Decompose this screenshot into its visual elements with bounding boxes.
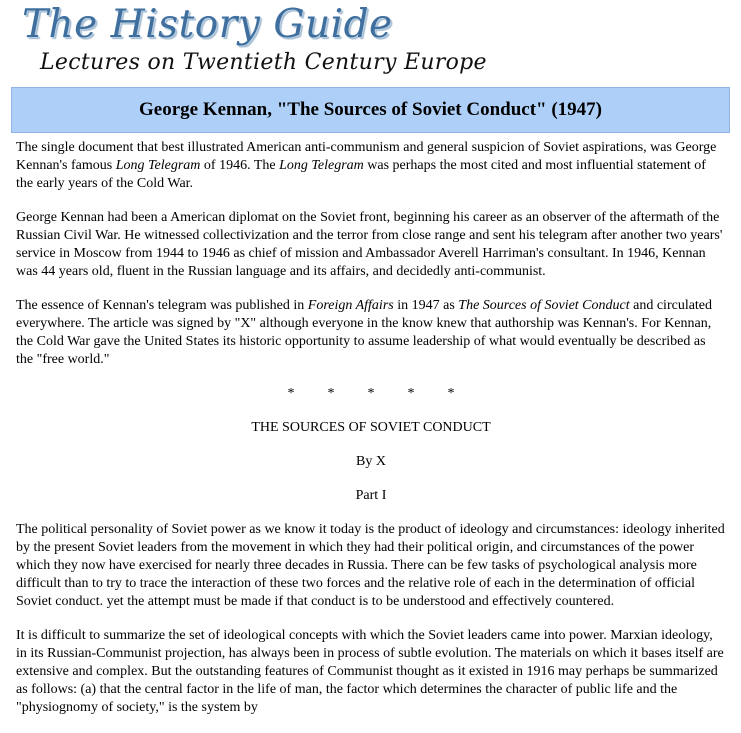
intro-text: in 1947 as [393, 298, 459, 313]
document-heading: THE SOURCES OF SOVIET CONDUCT [251, 420, 491, 435]
intro-paragraph-1 [16, 139, 726, 193]
document-paragraph-2: It is difficult to summarize the set of ideological concepts with which the Soviet leaders came into power. Marxian ideology, in its Russian-Communist projection, has always been in process of subtle evolution. The materials on which it bases itself are extensive and complex. But the outstanding features of Communist thought as it existed in 1916 may perhaps be summarized as follows: (a) that the central factor in the life of man, the factor which determines the character of public life and the "physiognomy of society," is the system by [16, 628, 724, 715]
intro-text: The essence of Kennan's telegram was published in [16, 298, 308, 313]
separator-star: * [447, 386, 455, 401]
intro-text: and circulated everywhere. The article was signed by "X" although everyone in the know knew that authorship was Kennan's. For Kennan, the Cold War gave the United States its historic opportunity to assume leadership of what would eventually be described as the "free world." [16, 298, 713, 367]
document-paragraph-1: The political personality of Soviet power as we know it today is the product of ideology and circumstances: ideology inherited by the present Soviet leaders from the movement in which they had their political origin, and circumstances of the power which they now have exercised for nearly three decades in Russia. There can be few tasks of psychological analysis more difficult than to try to trace the interaction of these two forces and the relative role of each in the determination of official Soviet conduct. yet the attempt must be made if that conduct is to be understood and effectively countered. [16, 522, 725, 609]
page-title: George Kennan, "The Sources of Soviet Conduct" (1947) [138, 99, 602, 120]
article-title-italic: The Sources of Soviet Conduct [458, 298, 630, 313]
separator-star: * [327, 386, 335, 401]
separator-star: * [407, 386, 415, 401]
document-byline: By X [356, 454, 386, 469]
intro-paragraph-2: George Kennan had been a American diplomat on the Soviet front, beginning his career as an observer of the aftermath of the Russian Civil War. He witnessed collectivization and the terror from close range and sent his telegram after another two years' service in Moscow from 1944 to 1946 as chief of mission and Ambassador Averell Harriman's consultant. In 1946, Kennan was 44 years old, fluent in the Russian language and its affairs, and decidedly anti-communist. [16, 210, 723, 279]
document-part: Part I [355, 488, 387, 503]
long-telegram-title: Long Telegram [279, 158, 364, 173]
separator-star: * [287, 386, 295, 401]
separator-star: * [367, 386, 375, 401]
foreign-affairs-title: Foreign Affairs [307, 298, 394, 313]
intro-text: was perhaps the most cited and most influential statement of the early years of the Cold War. [16, 158, 706, 191]
logo-subtitle: Lectures on Twentieth Century Europe [40, 50, 487, 75]
section-separator [16, 385, 726, 403]
long-telegram-title: Long Telegram [115, 158, 201, 173]
site-logo[interactable] [18, 0, 487, 82]
article-body [16, 139, 726, 733]
intro-text: of 1946. The [200, 158, 280, 173]
intro-paragraph-3 [16, 297, 726, 369]
title-bar [11, 87, 730, 133]
logo-title: The History Guide [22, 2, 393, 47]
intro-text: The single document that best illustrated American anti-communism and general suspicion of Soviet aspirations, was George Kennan's famous [16, 140, 717, 173]
